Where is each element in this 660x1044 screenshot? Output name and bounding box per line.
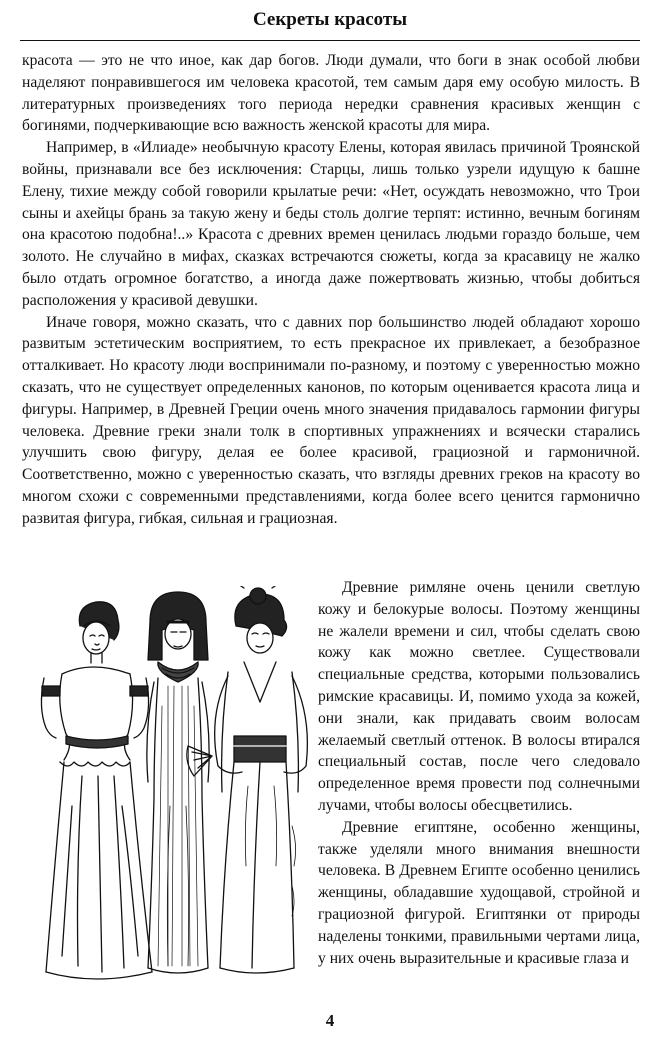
header-rule [20,40,640,41]
three-women-illustration [22,586,312,996]
page-number: 4 [325,1011,335,1030]
paragraph-3: Иначе говоря, можно сказать, что с давних пор большинство людей обладают хорошо развитым эстетическим восприятием, то есть прекрасное их привлекает, а безобразное отталкивает. Но красоту люди воспринимали по-разному, и поэтому с уверенностью можно сказать, что не существует определенных канонов, по которым оценивается красота лица и фигуры. Например, в Древней Греции очень много значения придавалось гармонии фигуры человека. Древние греки знали толк в спортивных упражнениях и всячески старались улучшить свою фигуру, делая ее более красивой, грациозной и гармоничной. Соответственно, можно с уверенностью сказать, что взгляды древних греков на красоту во многом схожи с современными представлениями, когда более всего ценится гармонично развитая фигура, гибкая, сильная и грациозная. [22,313,640,527]
main-text [22,50,640,530]
paragraph-2: Например, в «Илиаде» необычную красоту Елены, которая явилась причиной Троянской войны, признавали все без исключения: Старцы, лишь только узрели идущую к башне Елену, тихие между собой говорили крылатые речи: «Нет, осуждать невозможно, что Трои сыны и ахейцы брань за такую жену и беды столь долгие терпят: истинно, вечным богиням она красотою подобна!..» Красота с древних времен ценилась людьми гораздо больше, чем золото. Не случайно в мифах, сказках встречаются сюжеты, когда за красавицу не жалко было отдать огромное богатство, а иногда даже пожертвовать жизнью, чтобы добиться расположения у красивой девушки. [22,139,640,309]
paragraph-4: Древние римляне очень ценили светлую кожу и белокурые волосы. Поэтому женщины не жалели времени и сил, чтобы сделать свою кожу как можно светлее. Существовали специальные средства, которыми пользовались римские красавицы. И, помимо ухода за кожей, они знали, как придавать своим волосам желаемый светлый оттенок. В волосы втирался специальный состав, после чего следовало определенное время провести под солнечными лучами, чтобы волосы обесцветились. [318,579,640,814]
paragraph-1: красота — это не что иное, как дар богов. Люди думали, что боги в знак особой любви наделяют понравившегося им человека красотой, тем самым даря ему особую милость. В литературных произведениях того периода нередки сравнения красивых женщин с богинями, подчеркивающие всю важность женской красоты для мира. [22,52,640,135]
egyptian-woman-figure [147,592,209,973]
greek-woman-figure [41,602,152,979]
right-column-text [318,577,640,969]
paragraph-5: Древние египтяне, особенно женщины, также уделяли много внимания внешности человека. В Древнем Египте особенно ценились женщины, обладавшие худощавой, стройной и грациозной фигурой. Египтянки от природы наделены тонкими, правильными чертами лица, у них очень выразительные и красивые глаза и [318,818,640,967]
running-header: Секреты красоты [252,9,408,30]
